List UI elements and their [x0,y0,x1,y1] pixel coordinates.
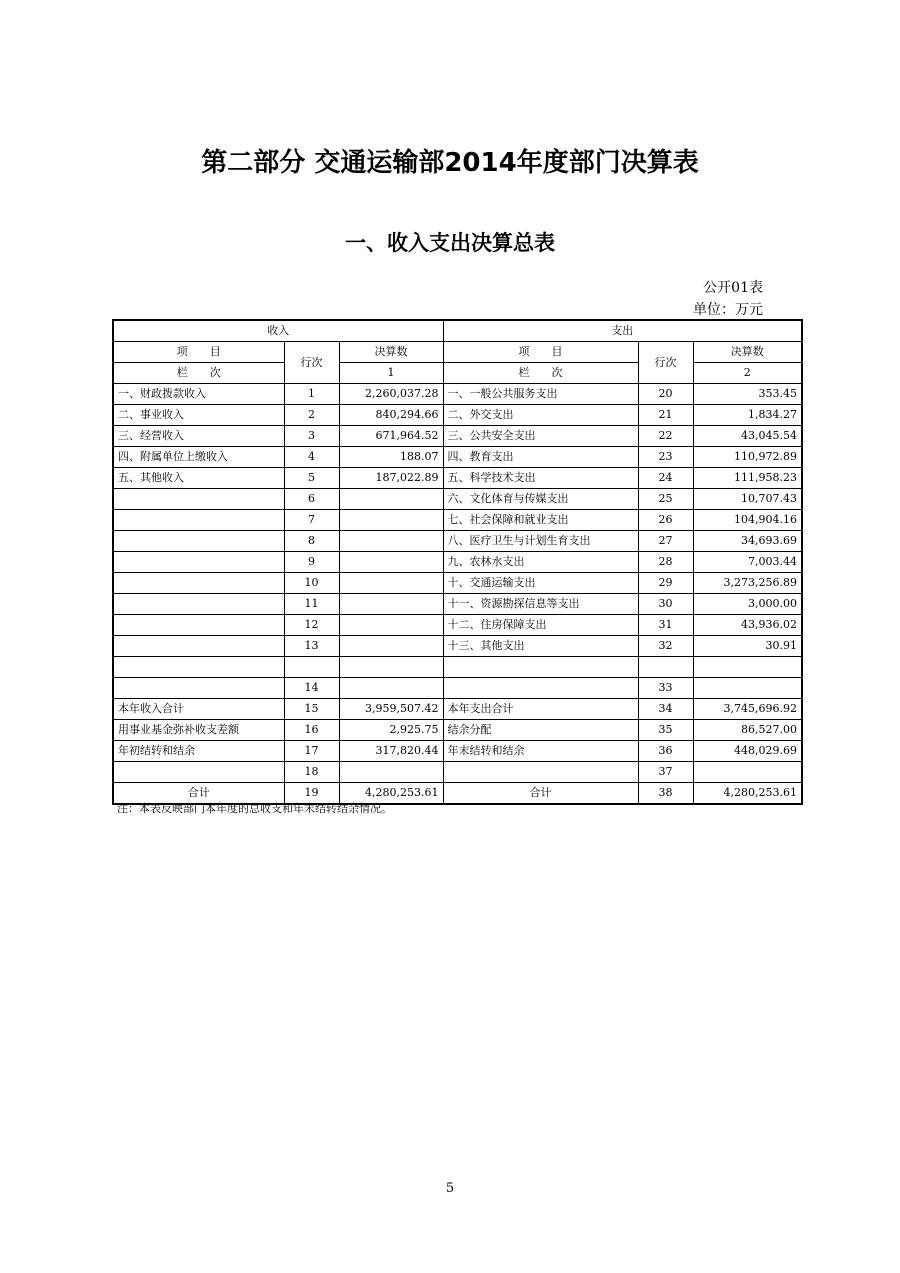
income-item-cell [113,636,284,657]
income-amount-cell: 3,959,507.42 [339,699,443,720]
income-rowno-cell: 15 [284,699,339,720]
expense-item-cell: 八、医疗卫生与计划生育支出 [443,531,638,552]
income-rowno-cell: 12 [284,615,339,636]
income-item-cell [113,573,284,594]
income-amount-cell [339,531,443,552]
income-rowno-cell: 1 [284,384,339,405]
expense-item-cell: 七、社会保障和就业支出 [443,510,638,531]
income-amount-cell [339,762,443,783]
expense-item-cell: 十二、住房保障支出 [443,615,638,636]
income-total-rowno: 19 [284,783,339,805]
expense-rowno-cell: 24 [638,468,693,489]
expense-rowno-cell: 33 [638,678,693,699]
expense-amount-cell: 86,527.00 [693,720,802,741]
income-amount-cell [339,636,443,657]
expense-rowno-cell: 21 [638,405,693,426]
income-amount-cell: 317,820.44 [339,741,443,762]
expense-amount-cell: 110,972.89 [693,447,802,468]
income-amount-cell [339,489,443,510]
income-rowno-header: 行次 [284,342,339,384]
income-item-cell [113,678,284,699]
expense-amount-cell [693,678,802,699]
table-row [113,573,802,594]
expense-amount-cell: 43,045.54 [693,426,802,447]
table-row [113,510,802,531]
expense-rowno-cell: 23 [638,447,693,468]
table-row [113,678,802,699]
income-column-label: 栏 次 [113,363,284,384]
expense-amount-cell [693,762,802,783]
table-row [113,531,802,552]
expense-amount-cell: 30.91 [693,636,802,657]
expense-rowno-cell: 34 [638,699,693,720]
table-row [113,405,802,426]
expense-rowno-header: 行次 [638,342,693,384]
income-amount-header: 决算数 [339,342,443,363]
expense-rowno-cell: 31 [638,615,693,636]
expense-rowno-cell: 36 [638,741,693,762]
income-amount-cell [339,573,443,594]
income-rowno-cell: 2 [284,405,339,426]
expense-item-cell: 九、农林水支出 [443,552,638,573]
expense-rowno-cell: 32 [638,636,693,657]
expense-column-label: 栏 次 [443,363,638,384]
header-row-columns [113,342,802,363]
income-item-cell: 四、附属单位上缴收入 [113,447,284,468]
income-rowno-cell: 11 [284,594,339,615]
expense-amount-cell: 353.45 [693,384,802,405]
income-rowno-cell: 13 [284,636,339,657]
income-amount-cell: 187,022.89 [339,468,443,489]
income-amount-cell [339,657,443,678]
expense-rowno-cell: 30 [638,594,693,615]
expense-item-cell: 四、教育支出 [443,447,638,468]
table-row [113,552,802,573]
income-item-cell [113,657,284,678]
income-item-cell: 一、财政拨款收入 [113,384,284,405]
table-row [113,741,802,762]
income-rowno-cell: 9 [284,552,339,573]
income-amount-cell: 2,260,037.28 [339,384,443,405]
expense-item-cell [443,678,638,699]
expense-item-cell: 年末结转和结余 [443,741,638,762]
expense-amount-cell: 10,707.43 [693,489,802,510]
header-row-colnums [113,363,802,384]
expense-item-cell: 三、公共安全支出 [443,426,638,447]
expense-rowno-cell [638,657,693,678]
income-amount-cell [339,678,443,699]
income-total-amount: 4,280,253.61 [339,783,443,805]
income-rowno-cell: 4 [284,447,339,468]
income-column-number: 1 [339,363,443,384]
header-row-group [113,320,802,342]
income-amount-cell [339,615,443,636]
expense-item-cell: 五、科学技术支出 [443,468,638,489]
income-item-cell [113,489,284,510]
expense-amount-cell: 3,745,696.92 [693,699,802,720]
page-number: 5 [445,1181,455,1196]
expense-header: 支出 [443,320,802,342]
income-rowno-cell: 3 [284,426,339,447]
expense-rowno-cell: 28 [638,552,693,573]
income-item-cell [113,510,284,531]
table-row [113,699,802,720]
expense-item-cell: 结余分配 [443,720,638,741]
expense-amount-cell: 1,834.27 [693,405,802,426]
income-item-cell: 二、事业收入 [113,405,284,426]
income-rowno-cell [284,657,339,678]
expense-item-cell: 本年支出合计 [443,699,638,720]
expense-amount-cell: 448,029.69 [693,741,802,762]
income-item-cell: 本年收入合计 [113,699,284,720]
income-rowno-cell: 7 [284,510,339,531]
expense-rowno-cell: 25 [638,489,693,510]
table-row [113,384,802,405]
expense-rowno-cell: 29 [638,573,693,594]
expense-amount-cell: 3,000.00 [693,594,802,615]
expense-total-label: 合计 [443,783,638,805]
income-item-cell: 三、经营收入 [113,426,284,447]
expense-item-cell [443,762,638,783]
expense-amount-cell: 43,936.02 [693,615,802,636]
income-rowno-cell: 10 [284,573,339,594]
table-row [113,615,802,636]
expense-item-cell [443,657,638,678]
table-row [113,720,802,741]
form-number: 公开01表 [703,280,763,296]
income-amount-cell: 188.07 [339,447,443,468]
table-row [113,447,802,468]
income-header: 收入 [113,320,443,342]
unit-label: 单位：万元 [693,302,763,318]
expense-item-cell: 六、文化体育与传媒支出 [443,489,638,510]
table-row [113,762,802,783]
expense-rowno-cell: 37 [638,762,693,783]
table-row [113,636,802,657]
expense-amount-cell: 34,693.69 [693,531,802,552]
expense-amount-header: 决算数 [693,342,802,363]
expense-total-rowno: 38 [638,783,693,805]
income-amount-cell [339,594,443,615]
expense-amount-cell: 111,958.23 [693,468,802,489]
expense-amount-cell: 3,273,256.89 [693,573,802,594]
budget-summary-table [112,319,803,805]
income-amount-cell [339,552,443,573]
expense-item-header: 项 目 [443,342,638,363]
expense-amount-cell: 104,904.16 [693,510,802,531]
income-rowno-cell: 8 [284,531,339,552]
income-total-label: 合计 [113,783,284,805]
income-rowno-cell: 5 [284,468,339,489]
expense-column-number: 2 [693,363,802,384]
income-item-cell: 用事业基金弥补收支差额 [113,720,284,741]
expense-rowno-cell: 22 [638,426,693,447]
expense-item-cell: 一、一般公共服务支出 [443,384,638,405]
table-row [113,426,802,447]
income-item-cell [113,594,284,615]
income-rowno-cell: 17 [284,741,339,762]
income-rowno-cell: 6 [284,489,339,510]
income-amount-cell: 671,964.52 [339,426,443,447]
income-item-cell [113,531,284,552]
expense-amount-cell: 7,003.44 [693,552,802,573]
expense-rowno-cell: 27 [638,531,693,552]
table-row [113,657,802,678]
expense-rowno-cell: 26 [638,510,693,531]
income-item-cell [113,615,284,636]
page-title: 第二部分 交通运输部2014年度部门决算表 [201,148,699,178]
expense-item-cell: 十、交通运输支出 [443,573,638,594]
income-rowno-cell: 16 [284,720,339,741]
income-item-cell: 年初结转和结余 [113,741,284,762]
expense-rowno-cell: 20 [638,384,693,405]
expense-item-cell: 十一、资源勘探信息等支出 [443,594,638,615]
table-title: 一、收入支出决算总表 [345,231,555,255]
table-row [113,594,802,615]
income-amount-cell: 2,925.75 [339,720,443,741]
income-rowno-cell: 14 [284,678,339,699]
table-row [113,468,802,489]
income-item-header: 项 目 [113,342,284,363]
expense-total-amount: 4,280,253.61 [693,783,802,805]
income-item-cell: 五、其他收入 [113,468,284,489]
footnote: 注：本表反映部门本年度的总收支和年末结转结余情况。 [117,802,392,815]
expense-rowno-cell: 35 [638,720,693,741]
income-item-cell [113,552,284,573]
income-rowno-cell: 18 [284,762,339,783]
income-amount-cell: 840,294.66 [339,405,443,426]
expense-item-cell: 十三、其他支出 [443,636,638,657]
income-amount-cell [339,510,443,531]
income-item-cell [113,762,284,783]
expense-amount-cell [693,657,802,678]
expense-item-cell: 二、外交支出 [443,405,638,426]
table-row [113,489,802,510]
